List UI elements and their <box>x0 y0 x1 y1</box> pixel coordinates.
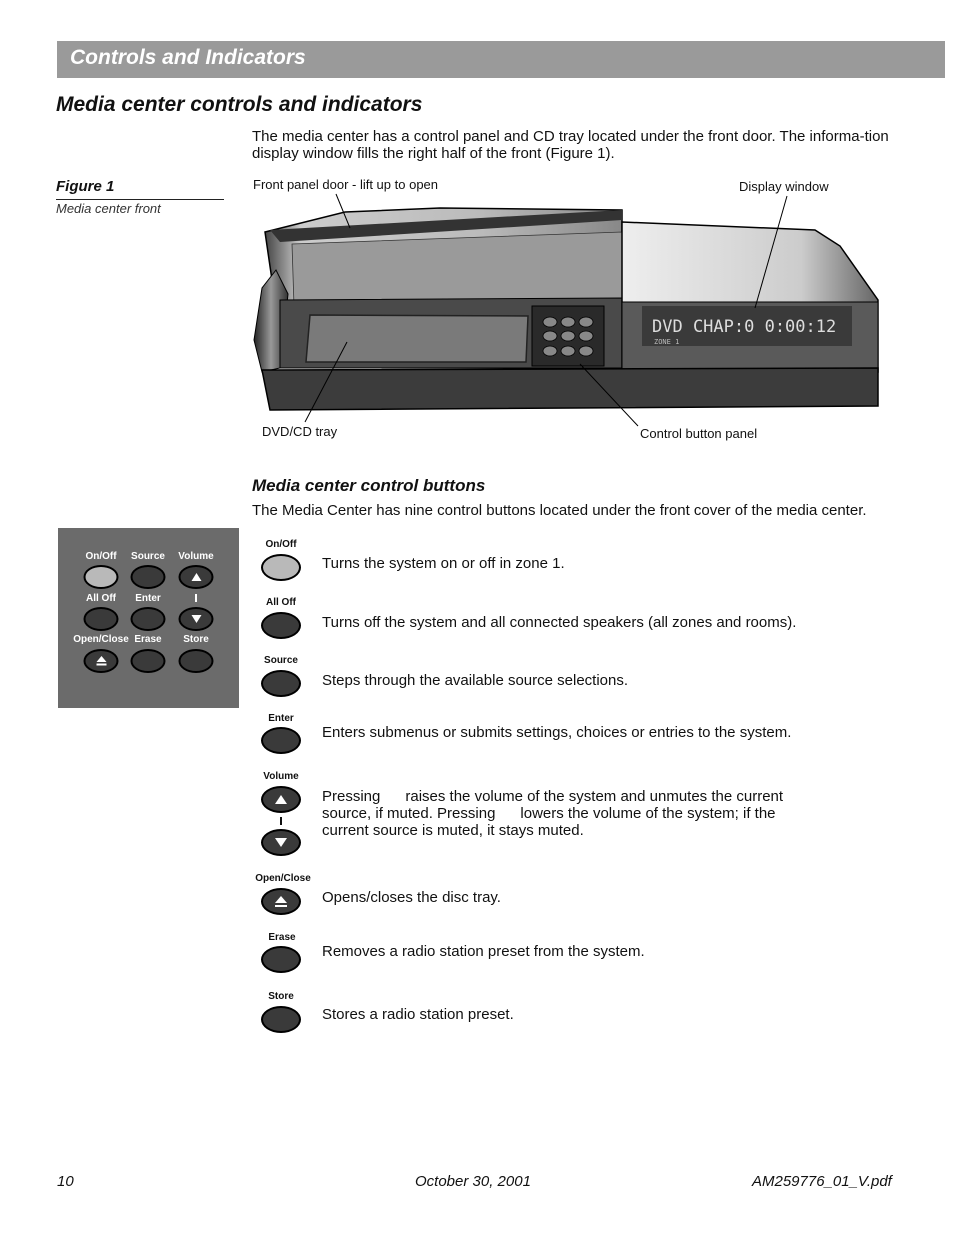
row-desc-open-close: Opens/closes the disc tray. <box>322 889 501 906</box>
row-desc-enter: Enters submenus or submits settings, choices or entries to the system. <box>322 724 792 741</box>
row-label-volume: Volume <box>263 771 299 782</box>
triangle-down-icon <box>274 837 288 848</box>
panel-label-volume: Volume <box>178 551 214 562</box>
all-off-button-icon <box>261 612 301 639</box>
subsection-description: The Media Center has nine control buttons located under the front cover of the media center. <box>252 502 867 519</box>
row-desc-volume-line3: current source is muted, it stays muted. <box>322 822 584 839</box>
panel-enter-button <box>131 607 166 631</box>
row-label-source: Source <box>264 655 298 666</box>
panel-source-button <box>131 565 166 589</box>
panel-label-open-close: Open/Close <box>73 634 129 645</box>
row-desc-volume <box>322 788 822 839</box>
intro-paragraph: The media center has a control panel and CD tray located under the front door. The informa-tion display window fills the right half of the front (Figure 1). <box>252 128 889 162</box>
panel-on-off-button <box>84 565 119 589</box>
erase-button-icon <box>261 946 301 973</box>
subsection-heading: Media center control buttons <box>252 476 486 495</box>
row-label-all-off: All Off <box>266 597 296 608</box>
row-desc-on-off: Turns the system on or off in zone 1. <box>322 555 565 572</box>
row-desc-erase: Removes a radio station preset from the system. <box>322 943 645 960</box>
source-button-icon <box>261 670 301 697</box>
footer-filename: AM259776_01_V.pdf <box>752 1173 892 1190</box>
enter-button-icon <box>261 727 301 754</box>
panel-label-store: Store <box>183 634 209 645</box>
section-title: Controls and Indicators <box>70 46 306 69</box>
row-desc-store: Stores a radio station preset. <box>322 1006 514 1023</box>
volume-up-button-icon <box>261 786 301 813</box>
page-heading: Media center controls and indicators <box>56 93 423 116</box>
row-label-erase: Erase <box>268 932 296 943</box>
store-button-icon <box>261 1006 301 1033</box>
row-desc-volume-line1: Pressing raises the volume of the system and unmutes the current <box>322 788 784 805</box>
panel-label-all-off: All Off <box>86 593 116 604</box>
triangle-up-icon <box>190 572 202 582</box>
triangle-up-icon <box>274 794 288 805</box>
display-subtext: ZONE 1 <box>654 338 680 346</box>
volume-down-button-icon <box>261 829 301 856</box>
callout-panel: Control button panel <box>640 426 758 441</box>
panel-volume-divider <box>195 594 197 602</box>
figure-caption: Media center front <box>56 201 161 216</box>
panel-volume-up-button <box>179 565 214 589</box>
panel-label-on-off: On/Off <box>85 551 117 562</box>
eject-icon <box>95 656 107 666</box>
panel-label-source: Source <box>131 551 165 562</box>
open-close-button-icon <box>261 888 301 915</box>
display-text: DVD CHAP:0 0:00:12 <box>652 317 837 337</box>
figure-title: Figure 1 <box>56 178 115 195</box>
on-off-button-icon <box>261 554 301 581</box>
figure-rule <box>56 199 224 200</box>
callout-display: Display window <box>739 179 829 194</box>
row-label-on-off: On/Off <box>265 539 297 550</box>
row-desc-volume-line2: source, if muted. Pressing lowers the volume of the system; if the <box>322 805 776 822</box>
footer-date: October 30, 2001 <box>415 1173 531 1190</box>
row-label-enter: Enter <box>268 713 294 724</box>
panel-label-erase: Erase <box>134 634 162 645</box>
panel-erase-button <box>131 649 166 673</box>
callout-door: Front panel door - lift up to open <box>253 177 439 192</box>
media-center-illustration <box>250 170 890 460</box>
volume-divider <box>280 817 282 825</box>
eject-icon <box>274 896 288 908</box>
row-label-store: Store <box>268 991 294 1002</box>
callout-tray: DVD/CD tray <box>262 424 338 439</box>
row-desc-source: Steps through the available source selections. <box>322 672 629 689</box>
row-label-open-close: Open/Close <box>255 873 311 884</box>
panel-all-off-button <box>84 607 119 631</box>
footer-page-number: 10 <box>57 1173 74 1190</box>
triangle-down-icon <box>190 614 202 624</box>
panel-store-button <box>179 649 214 673</box>
panel-open-close-button <box>84 649 119 673</box>
panel-label-enter: Enter <box>135 593 161 604</box>
panel-volume-down-button <box>179 607 214 631</box>
row-desc-all-off: Turns off the system and all connected speakers (all zones and rooms). <box>322 614 797 631</box>
